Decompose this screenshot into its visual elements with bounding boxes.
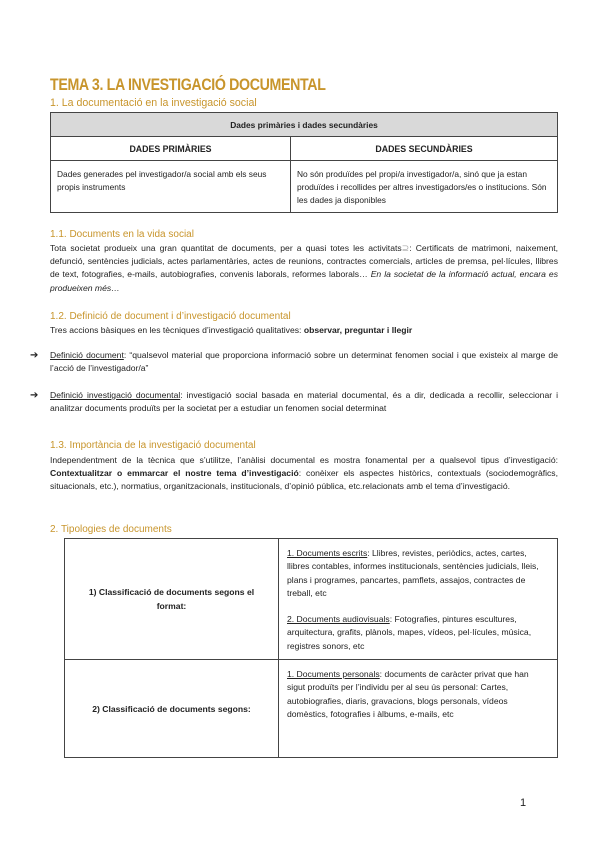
document-title: TEMA 3. LA INVESTIGACIÓ DOCUMENTAL	[50, 76, 326, 94]
origin-classification-cell: 2) Classificació de documents segons:	[65, 660, 279, 758]
personal-documents-text: : documents de caràcter privat que han sigut produïts per l’individu per al seu ús personal: Cartes, autobiografies, diaris, gravacions, blogs personals, vídeos domèstics, fotografies i àlbums, e-mails, etc	[287, 669, 529, 719]
collapse-icon: ⊇	[401, 243, 410, 253]
bullet-2-body: : investigació social basada en material documental, és a dir, dedicada a recollir, seleccionar i analitzar documents produïts per la societat per a estudiar un fenomen social determinat	[50, 390, 558, 414]
secondary-column-header: DADES SECUNDÀRIES	[291, 137, 558, 161]
section-1-1-text-b: : Certificats de matrimoni, naixement, defunció, sentències judicials, actes parlamentàries, actes de reunions, contractes comercials, articles de premsa, pel·lícules, llibres de text, fotografies, e-mails, autobiografies, convenis laborals, reformes laborals…	[50, 243, 558, 280]
personal-documents-label: 1. Documents personals	[287, 669, 380, 680]
written-documents-text: : Llibres, revistes, periòdics, actes, cartes, llibres contables, informes institucionals, sentències judicials, lleis, plans i programes, pancartes, pamflets, assajos, contractes de treball, etc	[287, 548, 539, 598]
page-number: 1	[520, 797, 527, 809]
section-1-3-heading: 1.3. Importància de la investigació documental	[50, 440, 256, 451]
bullet-1-text	[50, 349, 558, 376]
primary-column-header: DADES PRIMÀRIES	[51, 137, 291, 161]
primary-secondary-table	[50, 112, 558, 213]
section-1-1-text-a: Tota societat produeix una gran quantitat de documents, per a quasi totes les activitats	[50, 243, 402, 253]
written-documents	[287, 547, 549, 600]
section-1-2-heading: 1.2. Definició de document i d’investigació documental	[50, 311, 291, 322]
audiovisual-documents	[287, 613, 549, 653]
bullet-1-label: Definició document	[50, 350, 124, 360]
secondary-data-cell: No són produïdes pel propi/a investigador/a, sinó que ja estan produïdes i recollides per altres investigadors/es o institucions. Són les dades ja disponibles	[291, 161, 558, 213]
arrow-right-icon: ➔	[30, 350, 39, 361]
bullet-2-label: Definició investigació documental	[50, 390, 181, 400]
section-1-3-text-b: : conèixer els aspectes històrics, contextuals (sociodemogràfics, situacionals, etc.), normatius, organitzacionals, institucionals, d’opinió pública, etc.relacionats amb el tema d’investigació.	[50, 468, 558, 492]
section-1-1-italic: En la societat de la informació actual, encara es produeixen més…	[50, 269, 558, 293]
primary-data-cell: Dades generades pel investigador/a social amb els seus propis instruments	[51, 161, 291, 213]
bullet-2-text	[50, 389, 558, 416]
section-1-3-bold: Contextualitzar o emmarcar el nostre tema d’investigació	[50, 468, 299, 479]
section-1-2-intro-text: Tres accions bàsiques en les tècniques d’investigació qualitatives:	[50, 325, 304, 335]
audiovisual-documents-label: 2. Documents audiovisuals	[287, 614, 390, 625]
table-caption: Dades primàries i dades secundàries	[51, 113, 558, 137]
section-1-heading: 1. La documentació en la investigació social	[50, 97, 257, 109]
audiovisual-documents-text: : Fotografies, pintures escultures, arquitectura, grafits, plànols, mapes, vídeos, pel·lícules, música, registres sonors, etc	[287, 614, 532, 651]
section-1-3-text-a: Independentment de la tècnica que s’utilitze, l’anàlisi documental es mostra fonamental per a qualsevol tipus d’investigació:	[50, 455, 558, 465]
document-typology-table	[64, 538, 558, 758]
section-1-3-paragraph	[50, 454, 558, 494]
bullet-1-body: : “qualsevol material que proporciona informació sobre un determinat fenomen social i que existeix al marge de l’acció de l’investigador/a”	[50, 350, 558, 374]
arrow-right-icon: ➔	[30, 390, 39, 401]
bullet-definition-investigation	[30, 389, 558, 416]
section-1-2-intro-bold: observar, preguntar i llegir	[303, 325, 413, 335]
origin-types-cell	[279, 660, 558, 758]
format-classification-cell: 1) Classificació de documents segons el format:	[65, 539, 279, 660]
section-2-heading: 2. Tipologies de documents	[50, 524, 172, 535]
section-1-1-paragraph	[50, 242, 558, 295]
written-documents-label: 1. Documents escrits	[287, 548, 368, 558]
personal-documents	[287, 668, 549, 721]
section-1-2-intro	[50, 324, 558, 337]
section-1-1-heading: 1.1. Documents en la vida social	[50, 229, 194, 240]
format-types-cell	[279, 539, 558, 660]
bullet-definition-document	[30, 349, 558, 376]
